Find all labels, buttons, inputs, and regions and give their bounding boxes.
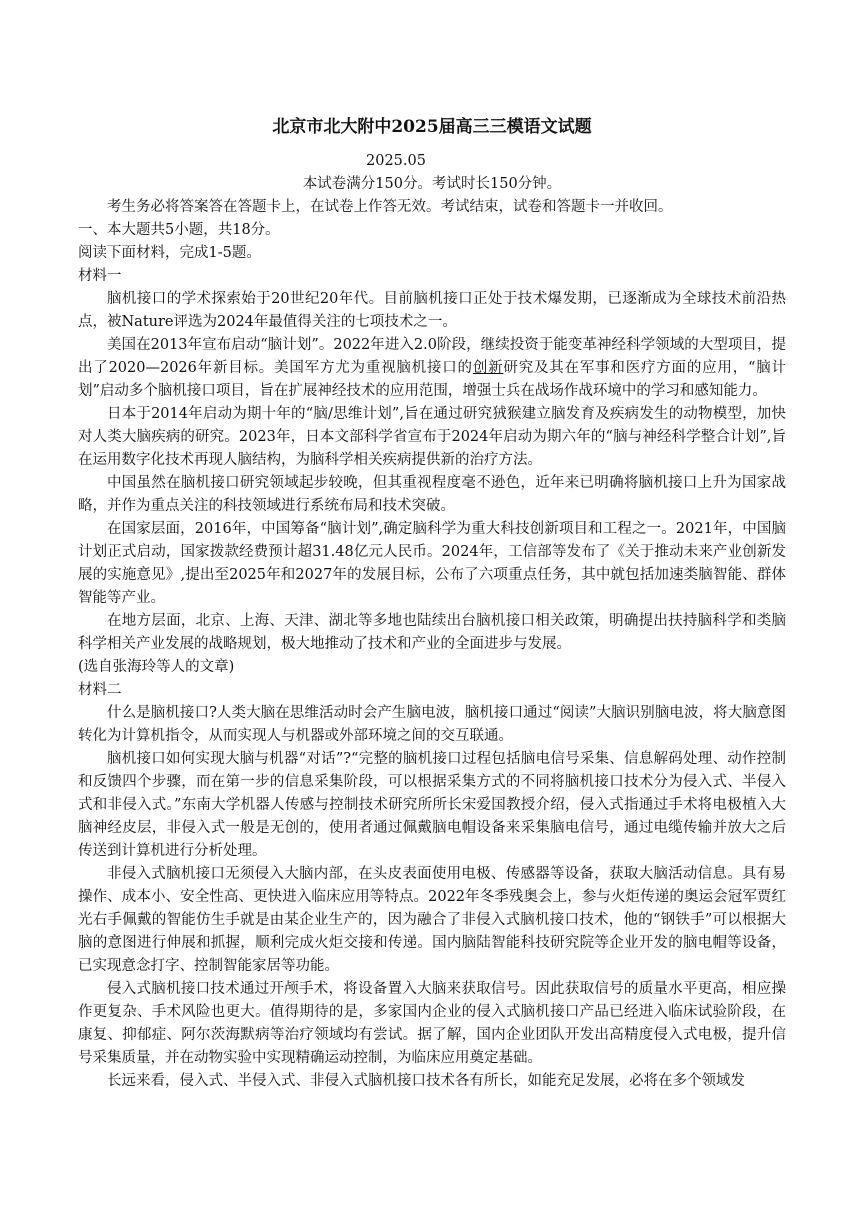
section-header: 一、本大题共5小题，共18分。 xyxy=(78,222,280,238)
material-one-paragraph-3: 日本于2014年启动为期十年的“脑/思维计划”,旨在通过研究狨猴建立脑发育及疾病发生的动物模型，加快对人类大脑疾病的研究。2023年，日本文部科学省宣布于2024年启动为期六年的“脑与神经科学整合计划”,旨在运用数字化技术再现人脑结构，为脑科学相关疾病提供新的治疗方法。 xyxy=(78,406,786,468)
material-two-paragraph-3: 非侵入式脑机接口无须侵入大脑内部，在头皮表面使用电极、传感器等设备，获取大脑活动信息。具有易操作、成本小、安全性高、更快进入临床应用等特点。2022年冬季残奥会上，参与火炬传递的奥运会冠军贾红光右手佩戴的智能仿生手就是由某企业生产的，因为融合了非侵入式脑机接口技术，他的“钢铁手”可以根据大脑的意图进行伸展和抓握，顺利完成火炬交接和传递。国内脑陆智能科技研究院等企业开发的脑电帽等设备，已实现意念打字、控制智能家居等功能。 xyxy=(78,866,786,974)
material-one-label: 材料一 xyxy=(78,268,122,284)
material-two-paragraph-4: 侵入式脑机接口技术通过开颅手术，将设备置入大脑来获取信号。因此获取信号的质量水平更高，相应操作更复杂、手术风险也更大。值得期待的是，多家国内企业的侵入式脑机接口产品已经进入临床试验阶段，在康复、抑郁症、阿尔茨海默病等治疗领域均有尝试。据了解，国内企业团队开发出高精度侵入式电极，提升信号采集质量，并在动物实验中实现精确运动控制，为临床应用奠定基础。 xyxy=(78,981,786,1066)
material-two-label: 材料二 xyxy=(78,682,122,698)
material-one-paragraph-6: 在地方层面，北京、上海、天津、湖北等多地也陆续出台脑机接口相关政策，明确提出扶持脑科学和类脑科学相关产业发展的战略规划，极大地推动了技术和产业的全面进步与发展。 xyxy=(78,613,786,652)
exam-page xyxy=(78,114,786,1093)
document-title: 北京市北大附中2025届高三三模语文试题 xyxy=(272,117,592,137)
exam-date: 2025.05 xyxy=(366,153,426,169)
underlined-word: 创新 xyxy=(472,360,504,376)
material-one-source: (选自张海玲等人的文章) xyxy=(78,659,235,675)
paragraph-text: 研究及其在军事和医疗方面的应用，“脑计划”启动多个脑机接口项目，旨在扩展神经技术的应用范围，增强士兵在战场作战环境中的学习和感知能力。 xyxy=(78,360,786,399)
material-two-paragraph-5: 长远来看，侵入式、半侵入式、非侵入式脑机接口技术各有所长，如能充足发展，必将在多个领域发 xyxy=(107,1073,745,1089)
paragraph-text: 美国在2013年宣布启动“脑计划”。2022年进入2.0阶段，继续投资于能变革神经科学领域的大型项目，提出了2020—2026年新目标。美国军方尤为重视脑机接口的 xyxy=(78,337,786,376)
material-one-paragraph-2 xyxy=(78,334,786,403)
exam-notice: 考生务必将答案答在答题卡上，在试卷上作答无效。考试结束，试卷和答题卡一并收回。 xyxy=(107,199,673,215)
material-one-paragraph-5: 在国家层面，2016年，中国筹备“脑计划”,确定脑科学为重大科技创新项目和工程之一。2021年，中国脑计划正式启动，国家拨款经费预计超31.48亿元人民币。2024年，工信部等发布了《关于推动未来产业创新发展的实施意见》,提出至2025年和2027年的发展目标，公布了六项重点任务，其中就包括加速类脑智能、群体智能等产业。 xyxy=(78,521,786,606)
material-one-paragraph-1: 脑机接口的学术探索始于20世纪20年代。目前脑机接口正处于技术爆发期，已逐渐成为全球技术前沿热点，被Nature评选为2024年最值得关注的七项技术之一。 xyxy=(78,291,786,330)
exam-info: 本试卷满分150分。考试时长150分钟。 xyxy=(302,176,562,192)
material-two-paragraph-2: 脑机接口如何实现大脑与机器“对话”?“完整的脑机接口过程包括脑电信号采集、信息解码处理、动作控制和反馈四个步骤，而在第一步的信息采集阶段，可以根据采集方式的不同将脑机接口技术分为侵入式、半侵入式和非侵入式。”东南大学机器人传感与控制技术研究所所长宋爱国教授介绍，侵入式指通过手术将电极植入大脑神经皮层，非侵入式一般是无创的，使用者通过佩戴脑电帽设备来采集脑电信号，通过电缆传输并放大之后传送到计算机进行分析处理。 xyxy=(78,751,786,859)
reading-instruction: 阅读下面材料，完成1-5题。 xyxy=(78,245,261,261)
material-two-paragraph-1: 什么是脑机接口?人类大脑在思维活动时会产生脑电波，脑机接口通过“阅读”大脑识别脑电波，将大脑意图转化为计算机指令，从而实现人与机器或外部环境之间的交互联通。 xyxy=(78,705,786,744)
material-one-paragraph-4: 中国虽然在脑机接口研究领域起步较晚，但其重视程度毫不逊色，近年来已明确将脑机接口上升为国家战略，并作为重点关注的科技领域进行系统布局和技术突破。 xyxy=(78,475,786,514)
